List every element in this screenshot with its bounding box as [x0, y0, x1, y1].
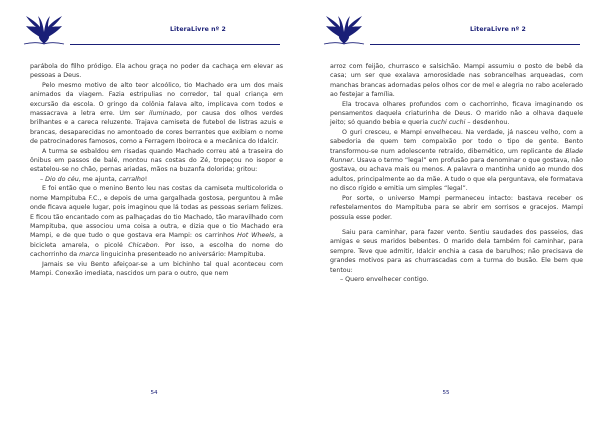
page-header: [20, 14, 280, 48]
header-rule: [370, 44, 580, 45]
text-run: E foi então que o menino Bento leu nas costas da camiseta multicolorida o nome Mampituba F.C., e depois de uma gargalhada gostosa, perguntou à mãe onde ficava aquele lugar, pois imaginou que lá todas as pessoas seriam felizes. E ficou tão encantado com as palhaçadas do tio Machado, tão maravilhado com Mampituba, que associou uma coisa a outra, e dizia que o tio Machado era Mampi, e de que tudo o que gostava era Mampi: os carrinhos: [30, 185, 283, 240]
text-run: linguicinha presenteado no aniversário: Mampituba.: [99, 251, 266, 259]
text-run: !: [144, 175, 148, 183]
text-run: Pelo mesmo motivo de alto teor alcoólico, tio Machado era um dos mais animados da viagem. Fazia estripulias no corredor, tal qual criança em excursão da escola. O gringo da colônia falava alto, implicava com todos e massacrava a letra erre. Um ser: [30, 81, 283, 118]
page-number: 54: [150, 390, 158, 396]
italic-text: Chicabon: [128, 241, 158, 249]
paragraph: [330, 228, 583, 275]
text-run: Ela trocava olhares profundos com o cachorrinho, ficava imaginando os pensamentos daquela criaturinha de Deus. O marido não a olhava daquele jeito; só quando bebia e queria: [330, 100, 583, 127]
text-run: parábola do filho pródigo. Ela achou graça no poder da cachaça em elevar as pessoas a Deus.: [30, 63, 283, 80]
paragraph: [330, 128, 583, 194]
paragraph: [330, 275, 583, 284]
text-run: . Usava o termo “legal” em profusão para denominar o que gostava, não gostava, ou achava mais ou menos. A palavra o mantinha unido ao mundo dos adultos, principalmente ao da mãe. A tudo o que ela perguntava, ele formatava no disco rígido e emitia um simples “legal”.: [330, 157, 583, 193]
italic-text: cuchi cuchi: [430, 119, 466, 127]
text-run: –: [40, 175, 46, 183]
paragraph: [30, 175, 283, 184]
left-page-text: [30, 62, 283, 278]
header-title: LiteraLivre nº 2: [170, 26, 226, 33]
text-run: O guri cresceu, e Mampi envelheceu. Na verdade, já nasceu velho, com a sabedoria de quem tem compaixão por todo o tipo de gente. Bento transformou-se num adolescente retraído, dibernético, um replicante de: [330, 128, 583, 155]
right-page-text: [330, 62, 583, 284]
text-run: , a bicicleta amarela, o picolé: [30, 232, 283, 249]
text-run: A turma se esbaldou em risadas quando Machado correu até a traseira do ônibus em passos de balé, montou nas costas do Zé, tropeçou no isopor e estatelou-se no chão, pernas ariadas, mãos na buzanfa dolorida; gritou:: [30, 147, 283, 174]
page-number: 55: [442, 390, 450, 396]
text-run: , por causa dos olhos verdes brilhantes e a careca reluzente. Trajava camiseta de futebol de listras azuis e brancas, desaparecidas no amontoado de cores berrantes que exibiam o nome de patrocinadores famosos, como a Ferragem Iboiroca e a mecânica do Idalcir.: [30, 110, 283, 146]
text-run: – desdenhou.: [465, 119, 510, 127]
paragraph: [330, 62, 583, 100]
text-run: , me ajunta,: [78, 175, 119, 183]
italic-text: Dio do céu: [45, 175, 79, 183]
paragraph: [30, 260, 283, 279]
text-run: Jamais se viu Bento afeiçoar-se a um bichinho tal qual aconteceu com Mampi. Conexão imediata, nascidos um para o outro, que nem: [30, 260, 283, 277]
italic-text: iluminado: [149, 110, 181, 118]
header-title: LiteraLivre nº 2: [470, 26, 526, 33]
italic-text: marca: [79, 251, 100, 259]
text-run: arroz com feijão, churrasco e salsichão. Mampi assumiu o posto de bebê da casa; um ser que exalava amorosidade nas sobrancelhas arqueadas, com manchas brancas adornadas pelos olhos cor de mel e alegria no rabo acelerado ao festejar a família.: [330, 63, 583, 99]
winged-heart-logo-icon: [320, 14, 368, 48]
right-page: [300, 0, 600, 424]
paragraph: [30, 81, 283, 147]
header-rule: [70, 44, 280, 45]
paragraph: [30, 184, 283, 259]
winged-heart-logo-icon: [20, 14, 68, 48]
paragraph: [330, 194, 583, 222]
italic-text: Hot Wheels: [237, 232, 275, 240]
paragraph: [30, 62, 283, 81]
italic-text: Blade Runner: [330, 147, 583, 165]
page-header: [320, 14, 580, 48]
paragraph: [330, 100, 583, 128]
text-run: Saiu para caminhar, para fazer vento. Sentiu saudades dos passeios, das amigas e seus maridos bebentes. O marido dela também foi caminhar, para sempre. Teve que admitir, Idalcir enchia a casa de barulhos; não precisava de grandes motivos para as churrascadas com a turma do busão. Ele bem que tentou:: [330, 228, 583, 274]
paragraph: [30, 147, 283, 175]
text-run: – Quero envelhecer contigo.: [340, 275, 429, 283]
text-run: . Por isso, a escolha do nome do cachorrinho da: [30, 241, 284, 259]
italic-text: carralho: [118, 175, 145, 183]
text-run: Por sorte, o universo Mampi permaneceu intacto: bastava receber os refestelamentos do Mampituba para se abrir em sorrisos e gracejos. Mampi possuía esse poder.: [330, 194, 583, 221]
